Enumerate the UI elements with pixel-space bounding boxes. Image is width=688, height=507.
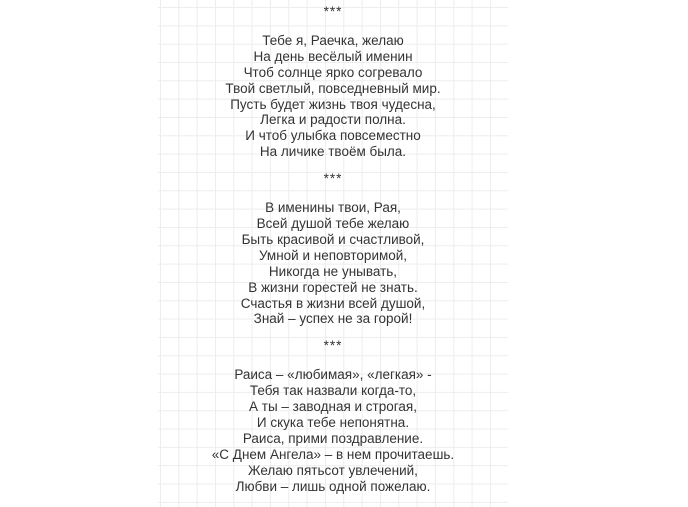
poem-line: На личике твоём была. <box>259 144 407 160</box>
poem-line: В жизни горестей не знать. <box>248 279 418 295</box>
stanza-separator: *** <box>323 338 343 354</box>
poem-line: Быть красивой и счастливой, <box>241 231 425 247</box>
poem-line: Тебя так назвали когда-то, <box>249 383 417 399</box>
poem-line: Пусть будет жизнь твоя чудесна, <box>230 96 436 112</box>
poem-page-column <box>158 0 508 507</box>
poem-line: Всей душой тебе желаю <box>256 215 410 231</box>
poem-content <box>158 0 508 507</box>
poem-section <box>158 4 508 160</box>
poem-stanza <box>158 33 508 160</box>
poem-line: И чтоб улыбка повсеместно <box>245 128 421 144</box>
poem-line: Знай – успех не за горой! <box>253 311 413 327</box>
poem-line: На день весёлый именин <box>253 48 413 64</box>
poem-section <box>158 171 508 327</box>
poem-line: Чтоб солнце ярко согревало <box>243 64 423 80</box>
poem-line: А ты – заводная и строгая, <box>249 399 417 415</box>
poem-line: «С Днем Ангела» – в нем прочитаешь. <box>211 446 455 462</box>
poem-line: Никогда не унывать, <box>268 263 398 279</box>
poem-line: Тебе я, Раечка, желаю <box>262 32 404 48</box>
poem-line: Раиса, прими поздравление. <box>242 430 424 446</box>
poem-line: В именины твои, Рая, <box>265 200 401 216</box>
poem-line: Желаю пятьсот увлечений, <box>248 462 418 478</box>
poem-line: И скука тебе непонятна. <box>256 414 410 430</box>
poem-line: Твой светлый, повседневный мир. <box>225 80 441 96</box>
poem-stanza <box>158 367 508 494</box>
poem-line: Легка и радости полна. <box>260 112 406 128</box>
poem-section <box>158 338 508 494</box>
poem-line: Умной и неповторимой, <box>258 247 408 263</box>
poem-stanza <box>158 200 508 327</box>
poem-line: Раиса – «любимая», «легкая» - <box>234 367 432 383</box>
poem-line: Любви – лишь одной пожелаю. <box>235 478 431 494</box>
poem-line: Счастья в жизни всей душой, <box>240 295 426 311</box>
stanza-separator: *** <box>323 4 343 19</box>
stanza-separator: *** <box>323 171 343 187</box>
